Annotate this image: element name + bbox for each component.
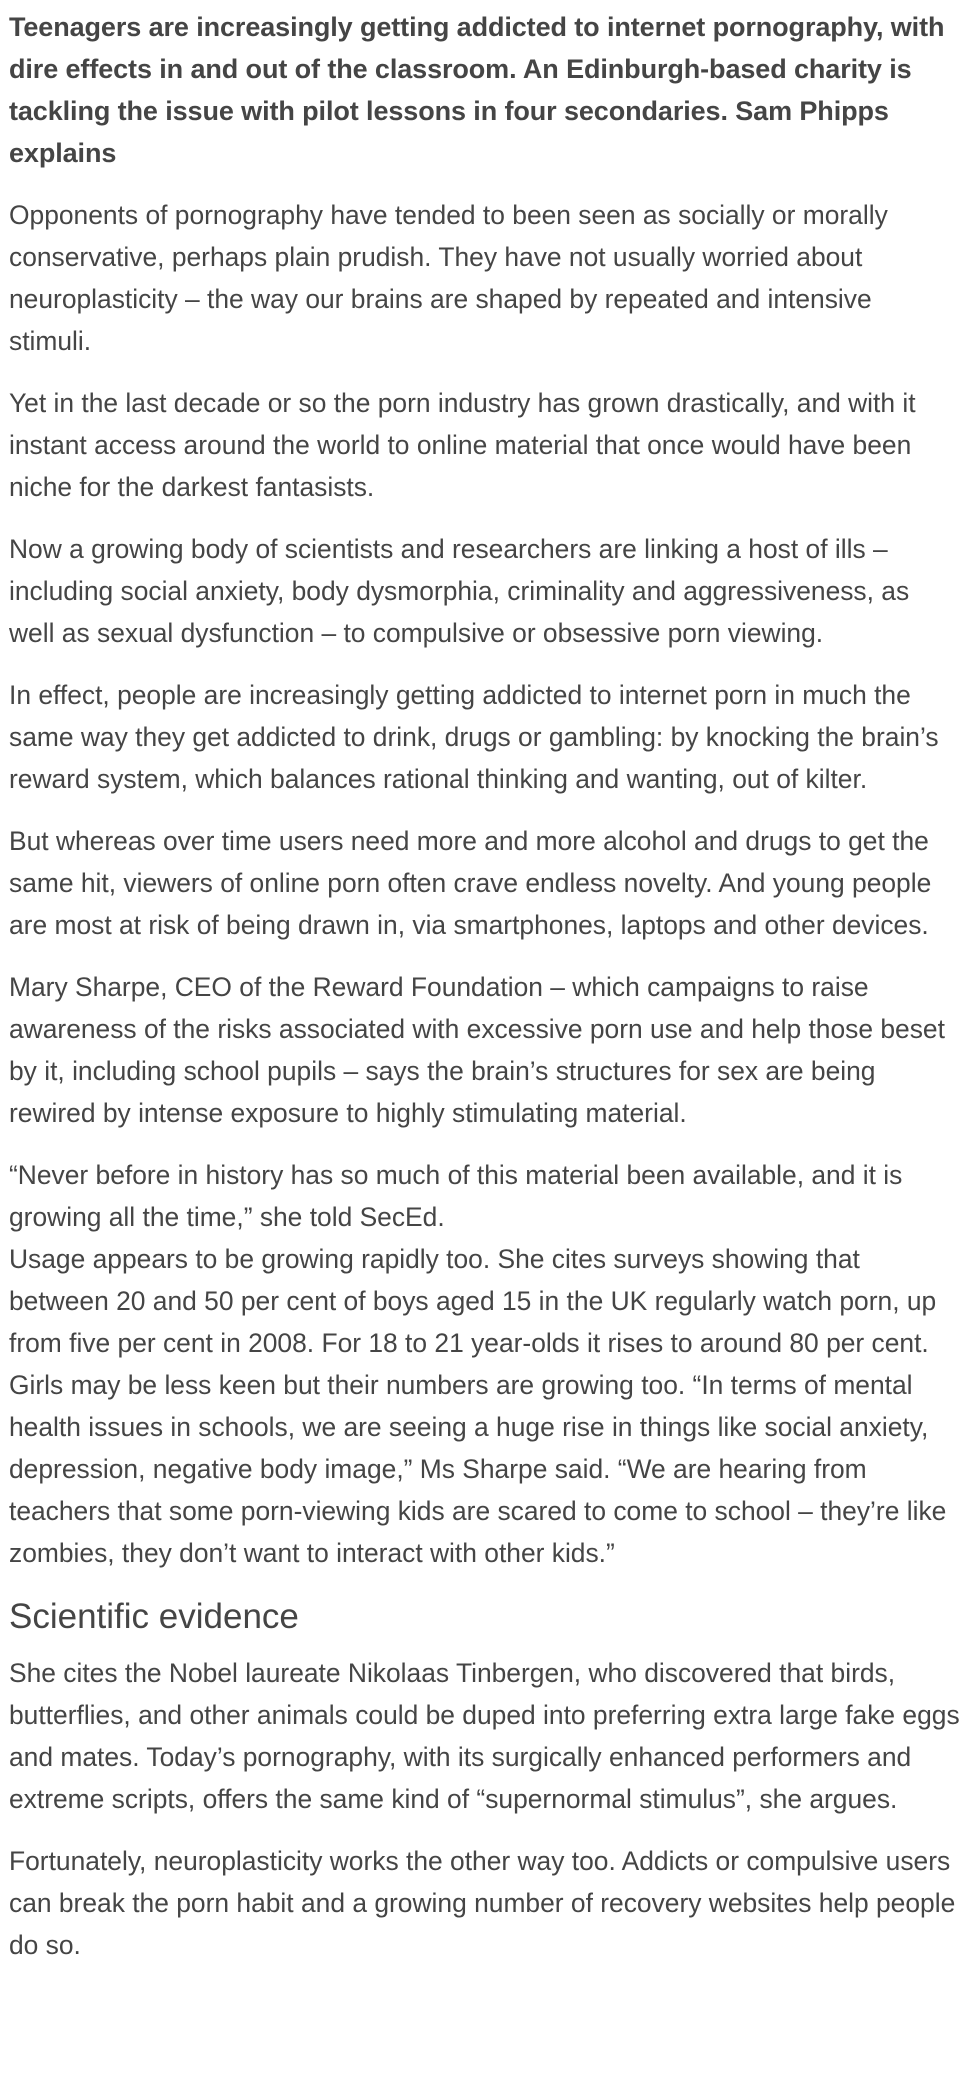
article-standfirst: Teenagers are increasingly getting addicted to internet pornography, with dire effects in and out of the classroom. An Edinburgh-based charity is tackling the issue with pilot lessons in four secondaries. Sam Phipps explains <box>9 12 945 168</box>
article-paragraph: Now a growing body of scientists and researchers are linking a host of ills – including social anxiety, body dysmorphia, criminality and aggressiveness, as well as sexual dysfunction – to compulsive or obsessive porn viewing. <box>9 534 910 648</box>
article-paragraph: Mary Sharpe, CEO of the Reward Foundation – which campaigns to raise awareness of the risks associated with excessive porn use and help those beset by it, including school pupils – says the brain’s structures for sex are being rewired by intense exposure to highly stimulating material. <box>9 972 945 1128</box>
article-paragraph-quote: “Never before in history has so much of this material been available, and it is growing all the time,” she told SecEd. <box>9 1160 903 1232</box>
article-paragraph: In effect, people are increasingly getting addicted to internet porn in much the same way they get addicted to drink, drugs or gambling: by knocking the brain’s reward system, which balances rational thinking and wanting, out of kilter. <box>9 680 939 794</box>
article-paragraph: Yet in the last decade or so the porn industry has grown drastically, and with it instant access around the world to online material that once would have been niche for the darkest fantasists. <box>9 388 916 502</box>
section-heading: Scientific evidence <box>9 1597 299 1636</box>
article-paragraph: Usage appears to be growing rapidly too. She cites surveys showing that between 20 and 50 per cent of boys aged 15 in the UK regularly watch porn, up from five per cent in 2008. For 18 to 21 year-olds it rises to around 80 per cent. Girls may be less keen but their numbers are growing too. “In terms of mental health issues in schools, we are seeing a huge rise in things like social anxiety, depression, negative body image,” Ms Sharpe said. “We are hearing from teachers that some porn-viewing kids are scared to come to school – they’re like zombies, they don’t want to interact with other kids.” <box>9 1244 947 1568</box>
article-paragraph: Opponents of pornography have tended to been seen as socially or morally conservative, perhaps plain prudish. They have not usually worried about neuroplasticity – the way our brains are shaped by repeated and intensive stimuli. <box>9 200 888 356</box>
article-paragraph: She cites the Nobel laureate Nikolaas Tinbergen, who discovered that birds, butterflies, and other animals could be duped into preferring extra large fake eggs and mates. Today’s pornography, with its surgically enhanced performers and extreme scripts, offers the same kind of “supernormal stimulus”, she argues. <box>9 1658 960 1814</box>
article-paragraph: But whereas over time users need more and more alcohol and drugs to get the same hit, viewers of online porn often crave endless novelty. And young people are most at risk of being drawn in, via smartphones, laptops and other devices. <box>9 826 932 940</box>
article-paragraph: Fortunately, neuroplasticity works the other way too. Addicts or compulsive users can break the porn habit and a growing number of recovery websites help people do so. <box>9 1846 956 1960</box>
